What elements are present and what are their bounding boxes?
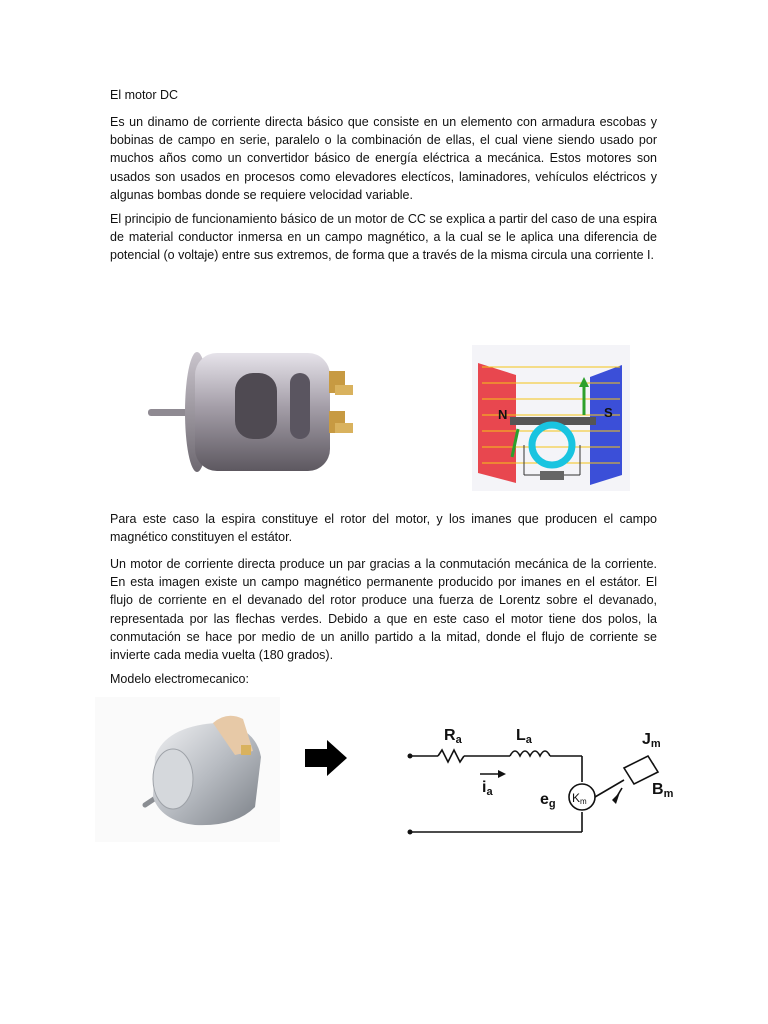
motor-constant-label: Km — [572, 791, 587, 806]
battery — [540, 471, 564, 480]
small-dc-motor-photo — [95, 697, 280, 842]
current-label: ia — [482, 779, 493, 798]
inductor-label: La — [516, 727, 532, 746]
paragraph-intro: Es un dinamo de corriente directa básico que consiste en un elemento con armadura escobas y bobinas de campo en serie, paralelo o la combinación de ellas, el cual viene siendo usado por muchos años como un convertidor básico de energía eléctrica a mecánica. Estos motores son usados son usados en procesos como elevadores electícos, laminadores, vehículos eléctricos y algunas bombas donde se requiere velocidad variable. — [110, 115, 657, 202]
resistor-ra — [438, 750, 464, 762]
inertia-label: Jm — [642, 731, 661, 750]
damping-label: Bm — [652, 781, 674, 800]
resistor-label: Ra — [444, 727, 462, 746]
section-subheading: Modelo electromecanico: — [110, 672, 249, 686]
page-title: El motor DC — [110, 88, 179, 102]
north-label: N — [498, 407, 508, 422]
arrow-right-icon — [303, 738, 349, 778]
dc-motor-photo — [145, 345, 370, 475]
magnetic-field-diagram — [472, 345, 630, 491]
south-label: S — [604, 405, 613, 420]
emf-label: eg — [540, 791, 556, 810]
paragraph-principle: El principio de funcionamiento básico de un motor de CC se explica a partir del caso de una espira de material conductor inmersa en un campo magnético, a la cual se le aplica una diferencia de potencial (o voltaje) entre sus extremos, de forma que a través de la misma circula una corriente I. — [110, 212, 657, 263]
paragraph-rotor: Para este caso la espira constituye el rotor del motor, y los imanes que producen el campo magnético constituyen el estátor. — [110, 512, 657, 545]
inductor-la — [510, 751, 550, 756]
inertia-load — [624, 756, 658, 784]
paragraph-commutation: Un motor de corriente directa produce un par gracias a la conmutación mecánica de la corriente. En esta imagen existe un campo magnético permanente producido por imanes en el estátor. El flujo de corriente en el devanado del rotor produce una fuerza de Lorentz sobre el devanado, representada por las flechas verdes. Debido a que en este caso el motor tiene dos polos, la conmutación se hace por medio de un anillo partido a la mitad, donde el flujo de corriente se invierte cada media vuelta (180 grados). — [110, 557, 657, 663]
electromechanical-circuit-diagram — [402, 718, 692, 844]
